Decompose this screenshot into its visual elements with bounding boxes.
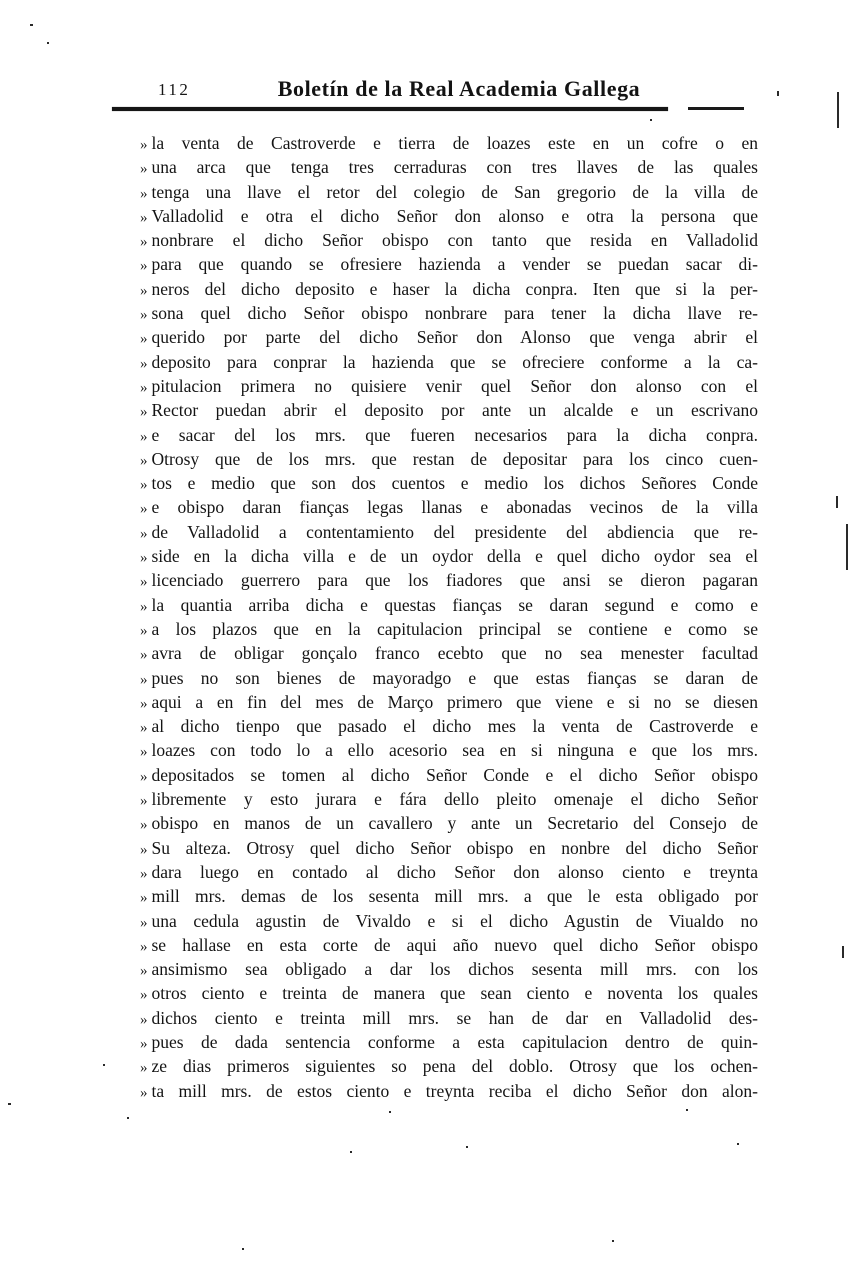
quote-mark: » <box>140 550 148 567</box>
text-line: » avra de obligar gonçalo franco ecebto que no sea menester facultad <box>140 643 758 664</box>
quote-mark: » <box>140 137 148 153</box>
scan-speck <box>103 1064 105 1066</box>
quote-mark: » <box>140 1084 148 1101</box>
scan-speck <box>350 1151 352 1153</box>
text-line: » pitulacion primera no quisiere venir quel Señor don alonso con el <box>140 375 758 396</box>
quote-mark: » <box>140 282 148 299</box>
scan-edge-line <box>837 92 839 128</box>
quote-mark: » <box>140 598 148 615</box>
quote-mark: » <box>140 622 148 639</box>
quote-mark: » <box>140 379 148 396</box>
scan-speck <box>389 1111 391 1113</box>
text-line: » una cedula agustin de Vivaldo e si el dicho Agustin de Viualdo no <box>140 910 758 931</box>
text-line: » e obispo daran fianças legas llanas e abonadas vecinos de la villa <box>140 497 758 518</box>
quote-mark: » <box>140 331 148 348</box>
quote-mark: » <box>140 428 148 445</box>
text-line: » aqui a en fin del mes de Março primero que viene e si no se diesen <box>140 691 758 712</box>
quote-mark: » <box>140 185 148 202</box>
quote-mark: » <box>140 161 148 178</box>
scan-edge-line <box>846 524 848 570</box>
text-line: » se hallase en esta corte de aqui año nuevo quel dicho Señor obispo <box>140 934 758 955</box>
text-line: » la venta de Castroverde e tierra de loazes este en un cofre o en <box>140 133 758 153</box>
quote-mark: » <box>140 234 148 251</box>
scan-edge-line <box>842 946 844 958</box>
text-line: » loazes con todo lo a ello acesorio sea en si ninguna e que los mrs. <box>140 740 758 761</box>
quote-mark: » <box>140 525 148 542</box>
quote-mark: » <box>140 865 148 882</box>
text-line: » otros ciento e treinta de manera que sean ciento e noventa los quales <box>140 983 758 1004</box>
text-line: » tenga una llave el retor del colegio de San gregorio de la villa de <box>140 181 758 202</box>
quote-mark: » <box>140 209 148 226</box>
quote-mark: » <box>140 355 148 372</box>
scan-speck <box>777 91 779 96</box>
text-line: » pues no son bienes de mayoradgo e que estas fianças se daran de <box>140 667 758 688</box>
quote-mark: » <box>140 695 148 712</box>
quote-mark: » <box>140 671 148 688</box>
text-line: » neros del dicho deposito e haser la dicha conpra. Iten que si la per- <box>140 278 758 299</box>
quote-mark: » <box>140 404 148 421</box>
text-line: » Su alteza. Otrosy quel dicho Señor obispo en nonbre del dicho Señor <box>140 837 758 858</box>
text-line: » ze dias primeros siguientes so pena del doblo. Otrosy que los ochen- <box>140 1056 758 1077</box>
page-number: 112 <box>158 80 191 99</box>
text-line: » pues de dada sentencia conforme a esta capitulacion dentro de quin- <box>140 1031 758 1052</box>
text-line: » deposito para conprar la hazienda que se ofreciere conforme a la ca- <box>140 351 758 372</box>
text-line: » querido por parte del dicho Señor don Alonso que venga abrir el <box>140 327 758 348</box>
scan-speck <box>47 42 49 44</box>
scan-speck <box>650 119 652 121</box>
text-line: » ta mill mrs. de estos ciento e treynta reciba el dicho Señor don alon- <box>140 1080 758 1101</box>
quote-mark: » <box>140 841 148 858</box>
scan-speck <box>30 24 33 26</box>
quote-mark: » <box>140 258 148 275</box>
text-line: » Otrosy que de los mrs. que restan de depositar para los cinco cuen- <box>140 448 758 469</box>
quote-mark: » <box>140 817 148 834</box>
text-line: » al dicho tienpo que pasado el dicho mes la venta de Castroverde e <box>140 716 758 737</box>
text-line: » Rector puedan abrir el deposito por ante un alcalde e un escrivano <box>140 400 758 421</box>
text-line: » una arca que tenga tres cerraduras con tres llaves de las quales <box>140 157 758 178</box>
text-line: » depositados se tomen al dicho Señor Conde e el dicho Señor obispo <box>140 764 758 785</box>
text-line: » dara luego en contado al dicho Señor don alonso ciento e treynta <box>140 861 758 882</box>
scan-speck <box>737 1143 739 1145</box>
text-line: » tos e medio que son dos cuentos e medio los dichos Señores Conde <box>140 473 758 494</box>
text-line: » dichos ciento e treinta mill mrs. se han de dar en Valladolid des- <box>140 1007 758 1028</box>
scan-speck <box>127 1117 129 1119</box>
scan-speck <box>242 1248 244 1250</box>
scan-speck <box>466 1146 468 1148</box>
text-line: » Valladolid e otra el dicho Señor don alonso e otra la persona que <box>140 205 758 226</box>
text-line: » obispo en manos de un cavallero y ante un Secretario del Consejo de <box>140 813 758 834</box>
scan-speck <box>8 1103 11 1105</box>
quote-mark: » <box>140 720 148 737</box>
quote-mark: » <box>140 1035 148 1052</box>
quote-mark: » <box>140 477 148 494</box>
page-title: Boletín de la Real Academia Gallega <box>277 76 641 101</box>
text-line: » mill mrs. demas de los sesenta mill mrs. a que le esta obligado por <box>140 886 758 907</box>
text-block <box>140 131 758 1103</box>
header-rule-dash <box>688 107 744 110</box>
quote-mark: » <box>140 744 148 761</box>
quote-mark: » <box>140 452 148 469</box>
text-line: » e sacar del los mrs. que fueren necesarios para la dicha conpra. <box>140 424 758 445</box>
scan-speck <box>612 1240 614 1242</box>
text-line: » a los plazos que en la capitulacion principal se contiene e como se <box>140 618 758 639</box>
page-header <box>140 76 758 104</box>
quote-mark: » <box>140 987 148 1004</box>
scan-edge-line <box>836 496 838 508</box>
quote-mark: » <box>140 768 148 785</box>
text-line: » sona quel dicho Señor obispo nonbrare para tener la dicha llave re- <box>140 303 758 324</box>
text-line: » para que quando se ofresiere hazienda a vender se puedan sacar di- <box>140 254 758 275</box>
text-line: » libremente y esto jurara e fára dello pleito omenaje el dicho Señor <box>140 789 758 810</box>
quote-mark: » <box>140 914 148 931</box>
quote-mark: » <box>140 1060 148 1077</box>
text-line: » licenciado guerrero para que los fiadores que ansi se dieron pagaran <box>140 570 758 591</box>
text-line: » nonbrare el dicho Señor obispo con tanto que resida en Valladolid <box>140 230 758 251</box>
quote-mark: » <box>140 1011 148 1028</box>
text-line: » side en la dicha villa e de un oydor della e quel dicho oydor sea el <box>140 546 758 567</box>
quote-mark: » <box>140 647 148 664</box>
header-rule <box>112 107 668 111</box>
quote-mark: » <box>140 307 148 324</box>
text-line: » ansimismo sea obligado a dar los dichos sesenta mill mrs. con los <box>140 959 758 980</box>
quote-mark: » <box>140 574 148 591</box>
scan-speck <box>686 1109 688 1111</box>
quote-mark: » <box>140 793 148 810</box>
quote-mark: » <box>140 938 148 955</box>
quote-mark: » <box>140 963 148 980</box>
text-line: » de Valladolid a contentamiento del presidente del abdiencia que re- <box>140 521 758 542</box>
text-line: » la quantia arriba dicha e questas fianças se daran segund e como e <box>140 594 758 615</box>
quote-mark: » <box>140 890 148 907</box>
quote-mark: » <box>140 501 148 518</box>
